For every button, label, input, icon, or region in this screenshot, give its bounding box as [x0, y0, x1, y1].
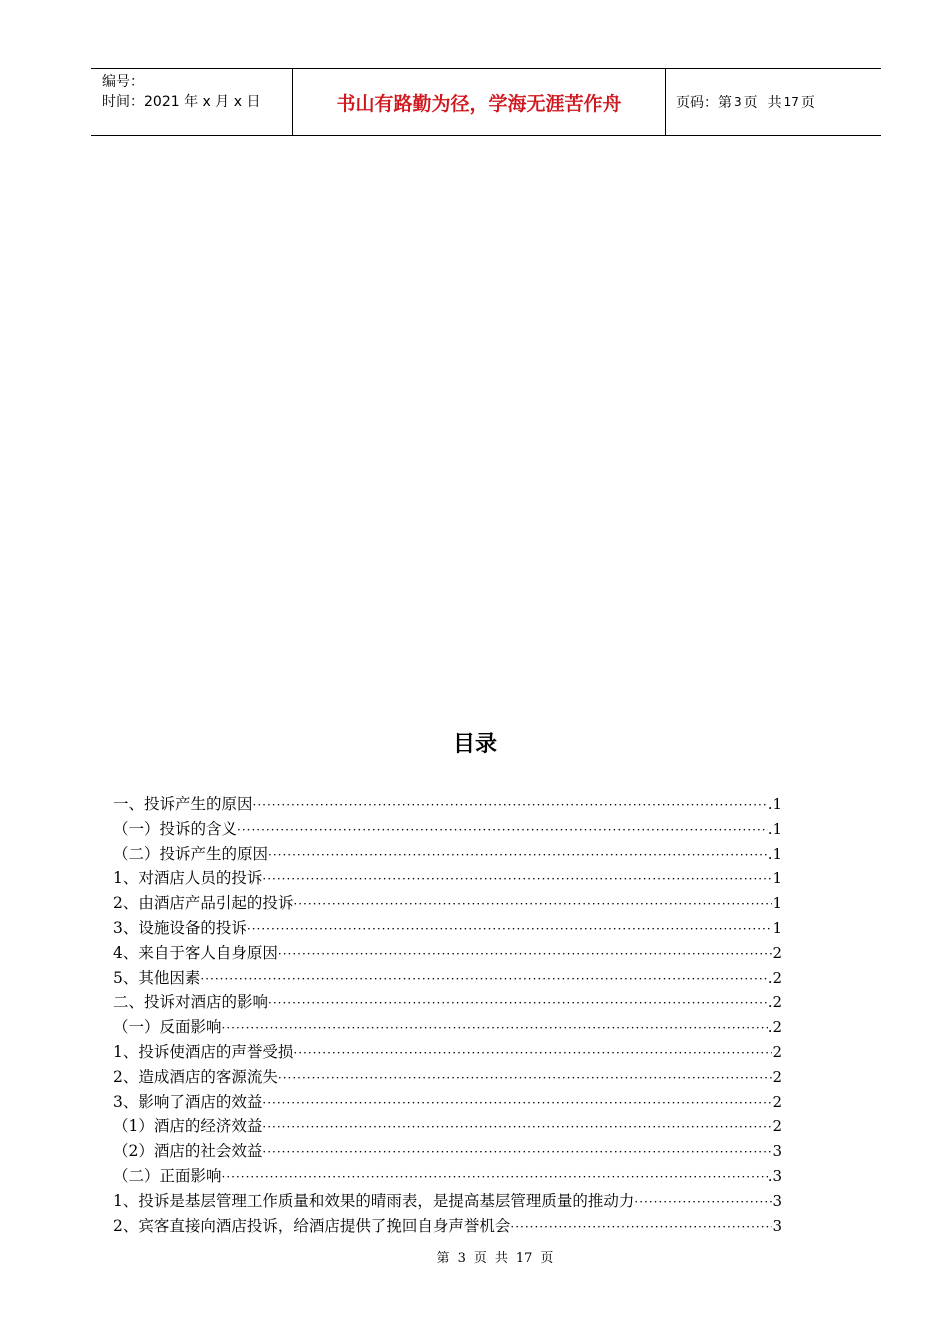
toc-leader-dots — [262, 872, 772, 886]
page-current: 3 — [734, 95, 742, 109]
toc-entry[interactable] — [113, 842, 782, 867]
toc-leader-dots — [293, 897, 772, 911]
toc-entry-page: .2 — [767, 993, 782, 1012]
toc-entry[interactable] — [113, 1139, 782, 1164]
toc-entry-page: 3 — [772, 1216, 782, 1235]
toc-entry-label: （2）酒店的社会效益 — [113, 1142, 263, 1161]
toc-entry[interactable] — [113, 891, 782, 916]
toc-entry-page: .2 — [767, 1018, 782, 1037]
page-prefix: 页码：第 — [676, 95, 732, 111]
header-divider-right — [665, 68, 666, 136]
toc-entry-label: 5、其他因素 — [113, 968, 201, 987]
header-meta — [102, 72, 292, 112]
toc-entry-page: 1 — [772, 869, 782, 888]
toc-leader-dots — [268, 996, 768, 1010]
toc-entry-page: .1 — [767, 795, 782, 813]
serial-label: 编号： — [102, 74, 144, 90]
footer-suffix: 页 — [540, 1251, 554, 1266]
toc-entry[interactable] — [113, 1015, 782, 1040]
toc-entry-label: 2、宾客直接向酒店投诉，给酒店提供了挽回自身声誉机会 — [113, 1216, 511, 1235]
toc-leader-dots — [268, 848, 768, 862]
toc-leader-dots — [200, 972, 767, 986]
toc-leader-dots — [634, 1195, 772, 1209]
toc-title: 目录 — [452, 732, 497, 757]
page-total-prefix: 共 — [767, 95, 782, 111]
toc-leader-dots — [262, 1145, 772, 1159]
date-label: 时间：2021 年 x 月 x 日 — [102, 94, 261, 110]
page-total: 17 — [783, 95, 799, 109]
toc-entry-label: 一、投诉产生的原因 — [113, 795, 253, 813]
toc-entry-page: 1 — [772, 918, 782, 937]
toc-leader-dots — [262, 1120, 772, 1134]
toc-entry-label: 1、投诉是基层管理工作质量和效果的晴雨表，是提高基层管理质量的推动力 — [113, 1191, 635, 1210]
page-suffix: 页 — [800, 95, 815, 111]
page-mid: 页 — [743, 95, 758, 111]
toc-entry-page: 2 — [772, 1067, 782, 1086]
toc-entry[interactable] — [113, 792, 782, 817]
toc-entry-label: 2、由酒店产品引起的投诉 — [113, 894, 294, 913]
toc-leader-dots — [222, 1021, 768, 1035]
toc-entry-page: 1 — [772, 894, 782, 913]
footer-total: 17 — [515, 1251, 533, 1266]
toc-entry[interactable] — [113, 1040, 782, 1065]
toc-entry[interactable] — [113, 1214, 782, 1239]
toc-entry-page: .2 — [767, 968, 782, 987]
toc-entry-page: .1 — [767, 819, 782, 838]
toc-leader-dots — [222, 1170, 768, 1184]
toc-leader-dots — [247, 922, 773, 936]
toc-leader-dots — [510, 1220, 772, 1234]
toc-entry[interactable] — [113, 990, 782, 1015]
toc-entry-page: 2 — [772, 943, 782, 962]
toc-entry[interactable] — [113, 866, 782, 891]
toc-entry-label: 二、投诉对酒店的影响 — [113, 993, 269, 1012]
toc-entry-page: .1 — [767, 844, 782, 863]
toc-entry[interactable] — [113, 1065, 782, 1090]
footer-current: 3 — [457, 1251, 466, 1266]
toc-entry[interactable] — [113, 817, 782, 842]
toc-leader-dots — [278, 1071, 773, 1085]
toc-entry-label: 3、影响了酒店的效益 — [113, 1092, 263, 1111]
page-footer — [0, 1247, 950, 1266]
footer-mid: 页 — [473, 1251, 487, 1266]
toc-entry-page: 2 — [772, 1042, 782, 1061]
toc-entry[interactable] — [113, 1189, 782, 1214]
toc-entry-label: （二）投诉产生的原因 — [113, 844, 269, 863]
toc-entry-label: 3、设施设备的投诉 — [113, 918, 247, 937]
toc-entry[interactable] — [113, 916, 782, 941]
toc-entry-label: （一）投诉的含义 — [113, 819, 238, 838]
toc-leader-dots — [237, 823, 768, 837]
toc-entry-page: 3 — [772, 1191, 782, 1210]
toc-entry-label: 1、对酒店人员的投诉 — [113, 869, 263, 888]
toc-entry-label: 1、投诉使酒店的声誉受损 — [113, 1042, 294, 1061]
toc-leader-dots — [293, 1046, 772, 1060]
toc-entry-label: 4、来自于客人自身原因 — [113, 943, 278, 962]
header-motto: 书山有路勤为径，学海无涯苦作舟 — [336, 92, 622, 115]
toc-entry[interactable] — [113, 1114, 782, 1139]
toc-entry[interactable] — [113, 1164, 782, 1189]
toc-entry-page: 2 — [772, 1092, 782, 1111]
toc-entry[interactable] — [113, 966, 782, 991]
toc-entry[interactable] — [113, 1090, 782, 1115]
toc-leader-dots — [253, 798, 768, 812]
footer-total-prefix: 共 — [494, 1251, 508, 1266]
toc-entry[interactable] — [113, 941, 782, 966]
toc-entry-label: （一）反面影响 — [113, 1018, 222, 1037]
toc-leader-dots — [278, 947, 773, 961]
footer-prefix: 第 — [436, 1251, 450, 1266]
toc-entry-label: （二）正面影响 — [113, 1166, 222, 1185]
toc-entry-label: （1）酒店的经济效益 — [113, 1117, 263, 1136]
toc-entry-page: .3 — [767, 1166, 782, 1185]
header-page-info — [676, 68, 815, 136]
toc-entry-label: 2、造成酒店的客源流失 — [113, 1067, 278, 1086]
table-of-contents — [113, 792, 782, 1238]
toc-entry-page: 2 — [772, 1117, 782, 1136]
toc-entry-page: 3 — [772, 1142, 782, 1161]
toc-leader-dots — [262, 1096, 772, 1110]
